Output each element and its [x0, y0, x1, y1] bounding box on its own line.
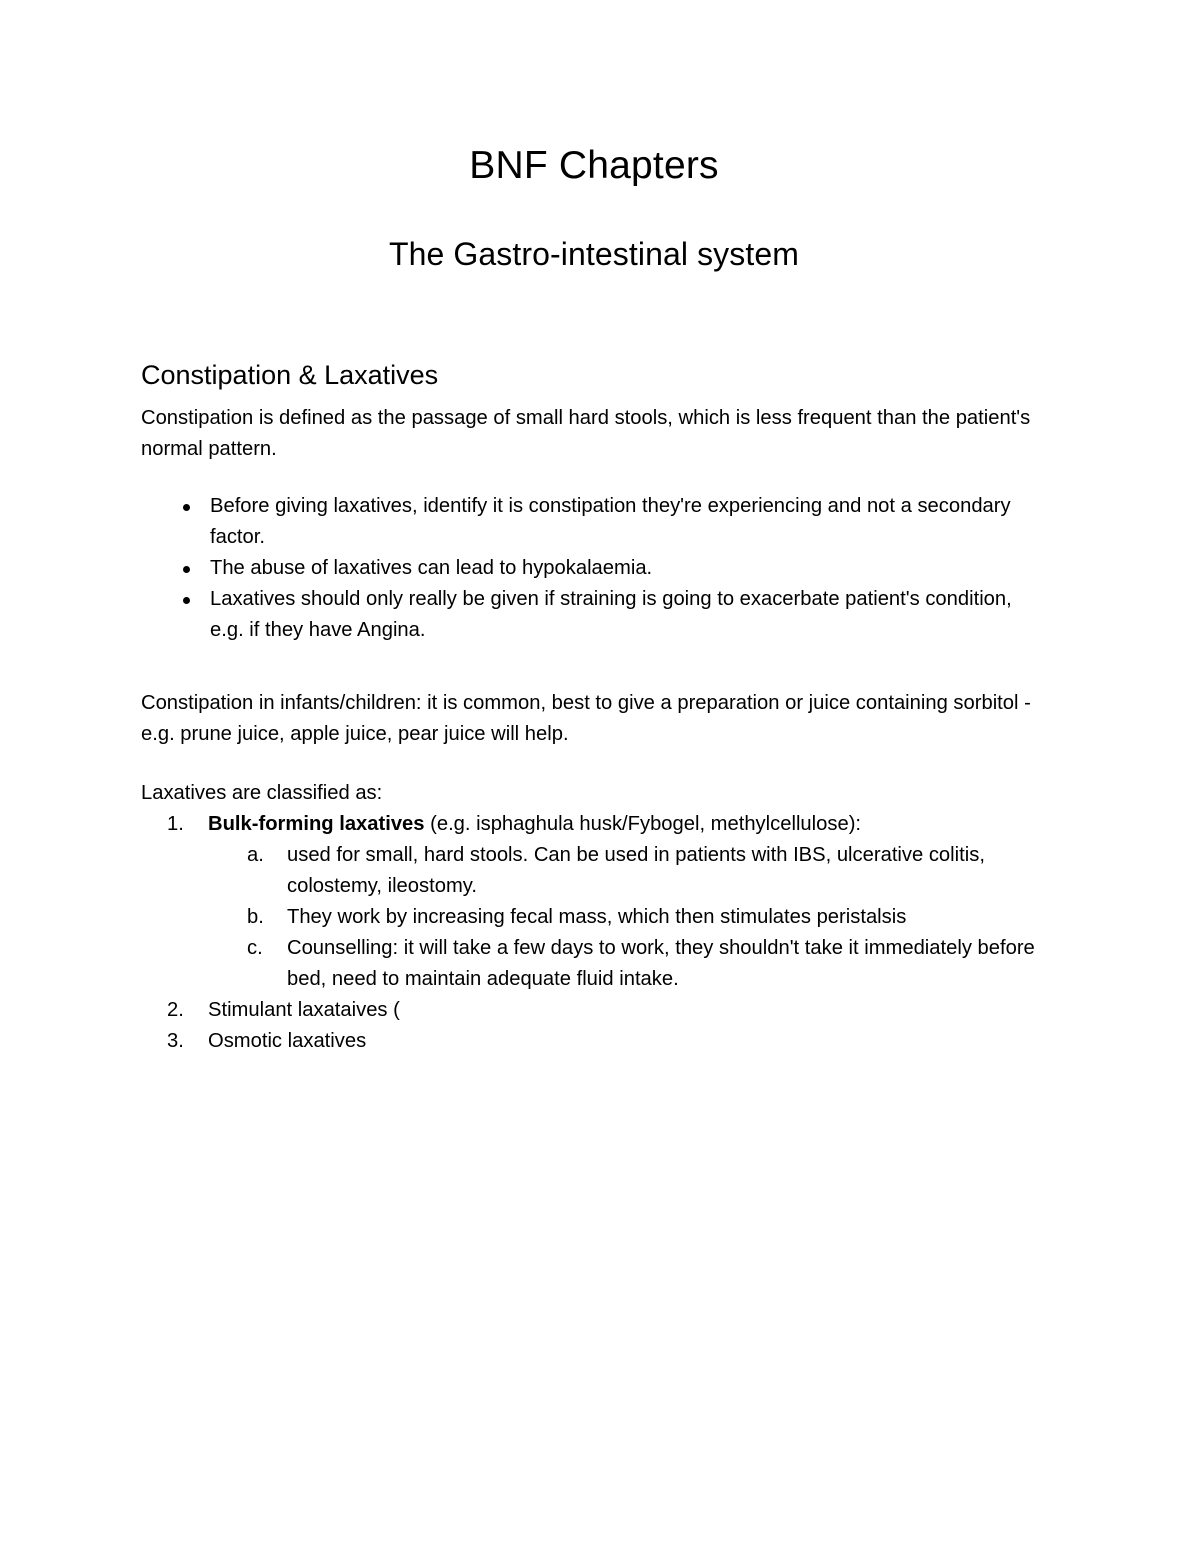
laxative-classification-list	[141, 809, 1047, 1057]
list-item: Before giving laxatives, identify it is constipation they're experiencing and not a secondary factor.	[141, 491, 1047, 553]
section-heading-constipation-laxatives: Constipation & Laxatives	[141, 360, 439, 391]
list-item: used for small, hard stools. Can be used in patients with IBS, ulcerative colitis, colostemy, ileostomy.	[287, 843, 985, 897]
document-subtitle: The Gastro-intestinal system	[388, 236, 800, 273]
list-item: The abuse of laxatives can lead to hypokalaemia.	[141, 553, 1047, 584]
list-item: Laxatives should only really be given if straining is going to exacerbate patient's condition, e.g. if they have Angina.	[141, 584, 1047, 646]
children-constipation-paragraph: Constipation in infants/children: it is common, best to give a preparation or juice containing sorbitol - e.g. prune juice, apple juice, pear juice will help.	[141, 691, 1031, 745]
list-item-stimulant: Stimulant laxataives (	[208, 998, 400, 1021]
intro-paragraph: Constipation is defined as the passage of small hard stools, which is less frequent than the patient's normal pattern.	[141, 406, 1031, 460]
list-item-osmotic: Osmotic laxatives	[208, 1029, 367, 1052]
bulk-forming-label: Bulk-forming laxatives	[208, 812, 425, 835]
list-item: They work by increasing fecal mass, which then stimulates peristalsis	[287, 905, 907, 928]
list-item-bulk-forming	[141, 809, 1047, 995]
key-points-list	[141, 465, 1047, 646]
document-title: BNF Chapters	[469, 144, 719, 187]
bulk-forming-sublist	[208, 840, 1047, 995]
bulk-forming-examples: (e.g. isphaghula husk/Fybogel, methylcellulose):	[424, 812, 862, 835]
classification-lead-text: Laxatives are classified as:	[141, 781, 383, 804]
list-item: Counselling: it will take a few days to work, they shouldn't take it immediately before bed, need to maintain adequate fluid intake.	[287, 936, 1035, 990]
document-content	[141, 0, 1047, 1057]
